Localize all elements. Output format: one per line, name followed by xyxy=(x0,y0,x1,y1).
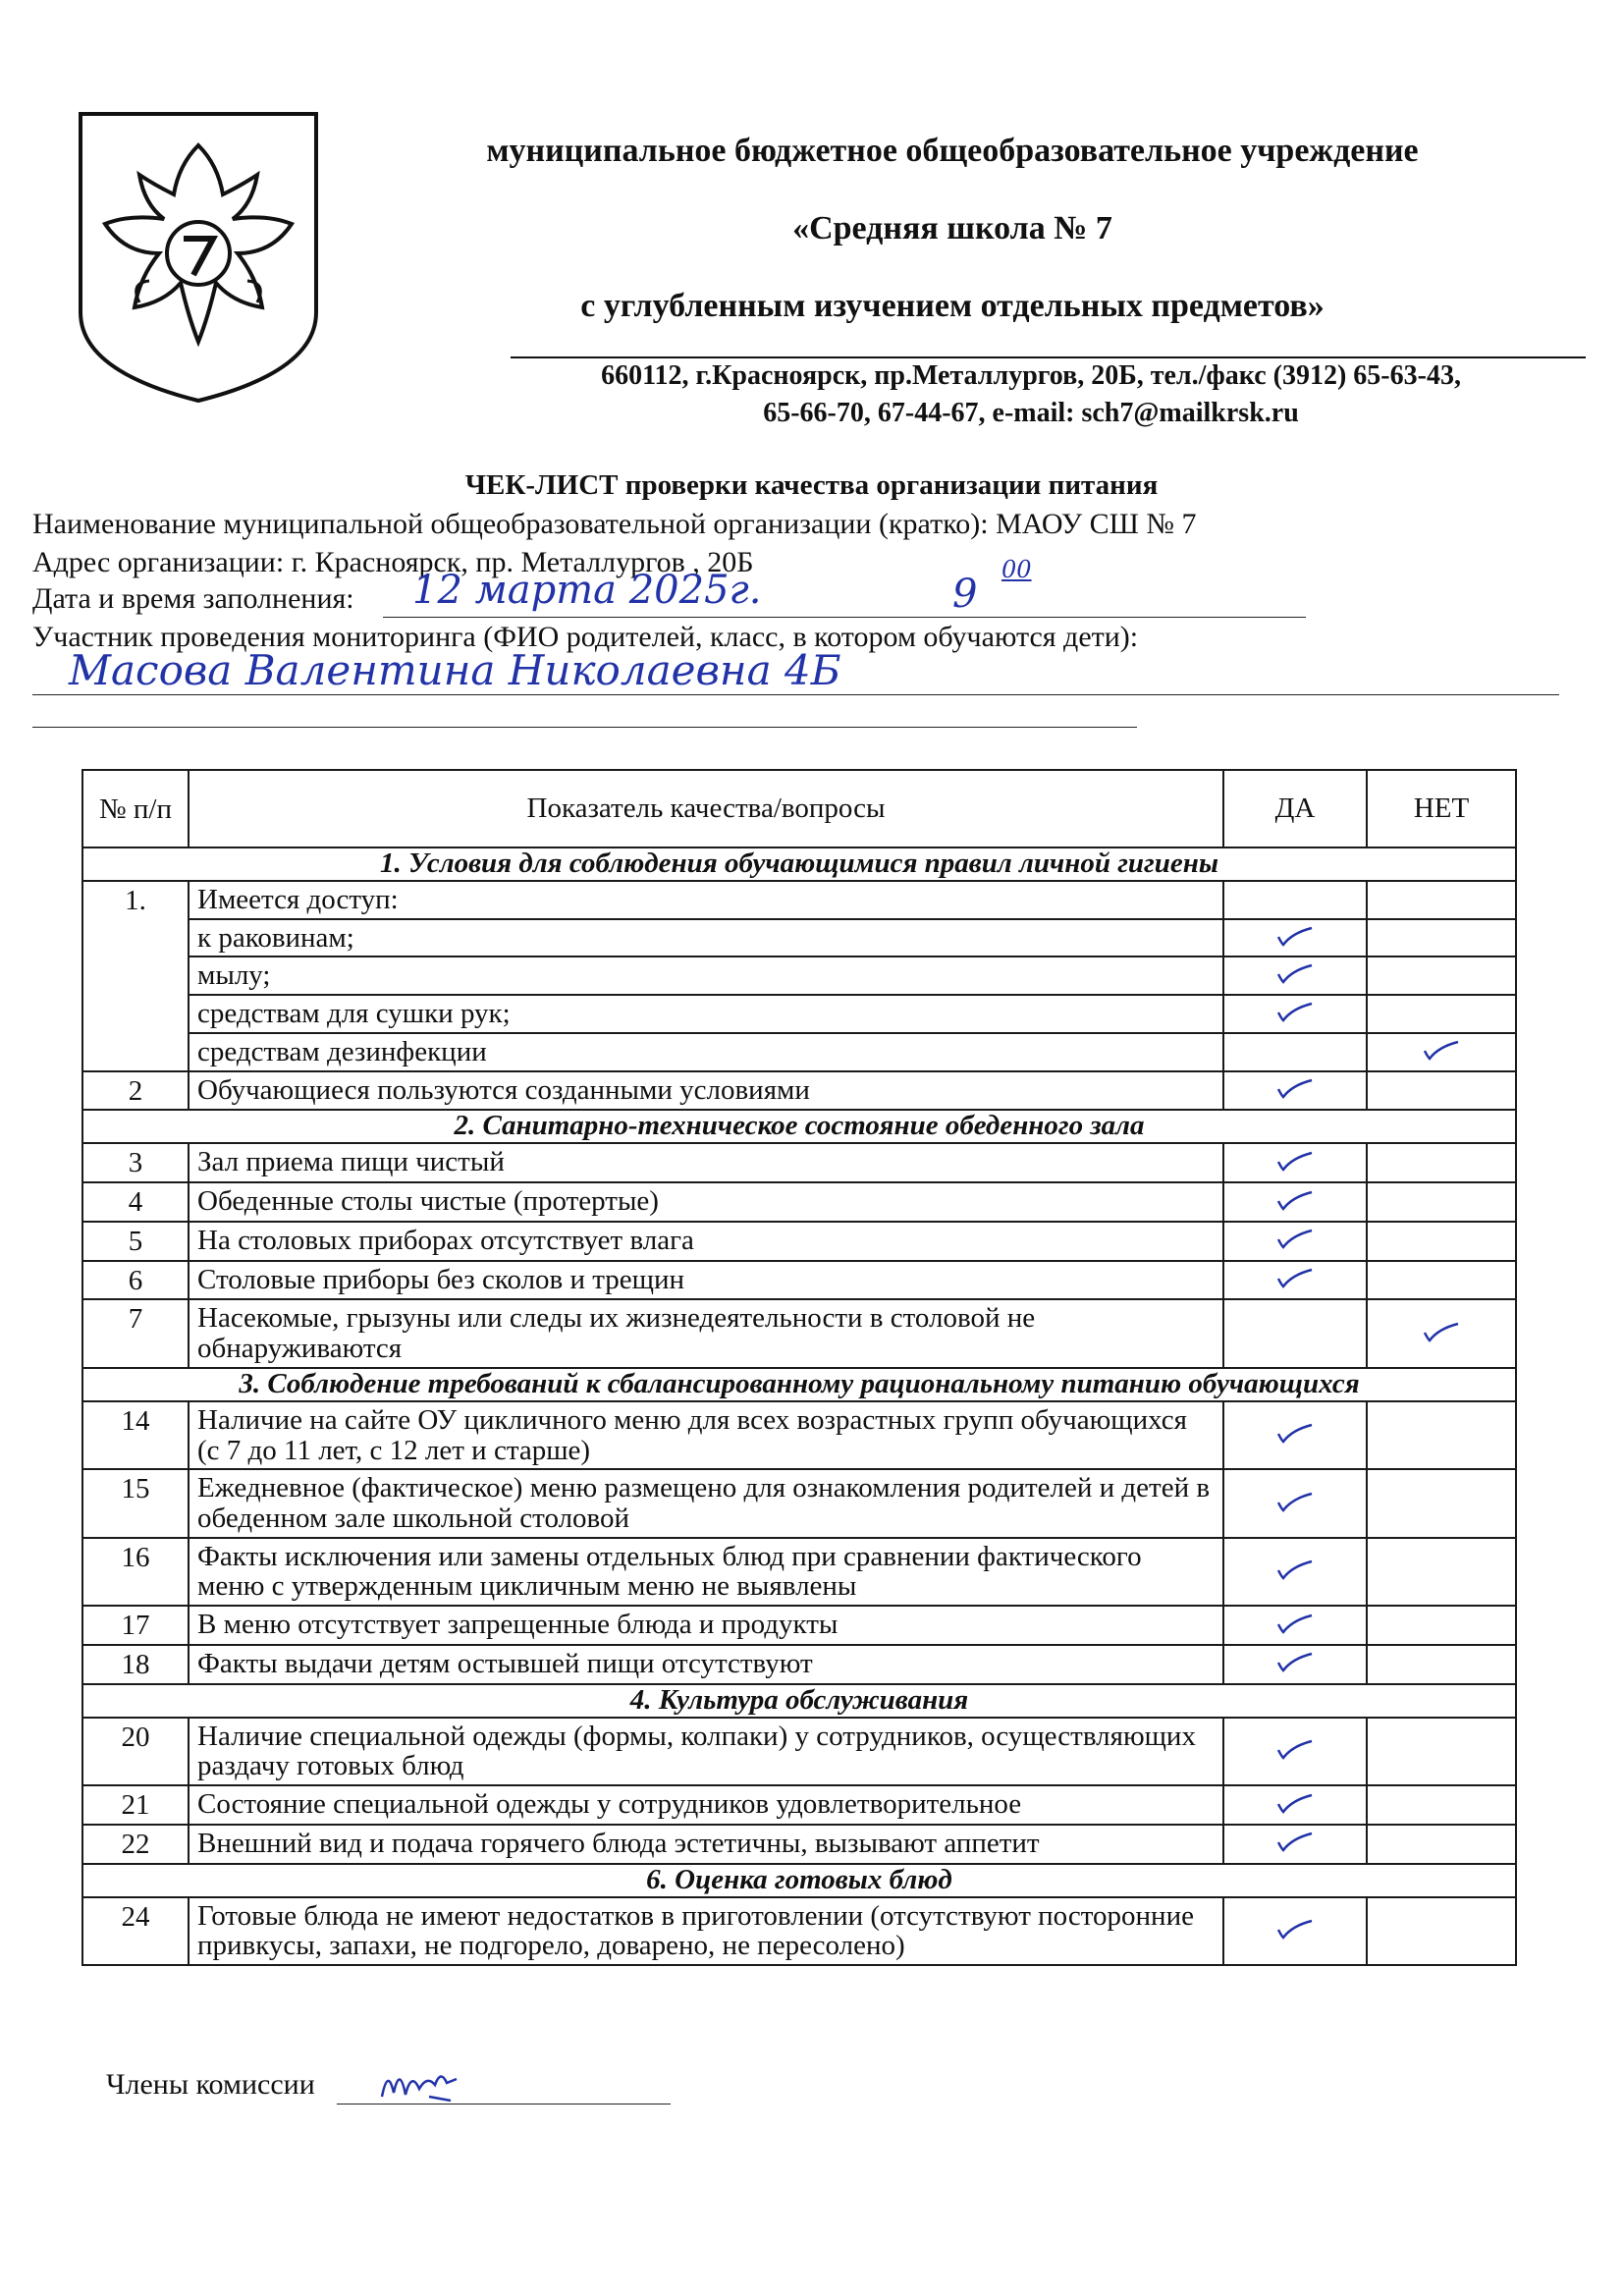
check-icon xyxy=(1272,1558,1318,1580)
table-row xyxy=(82,1645,1516,1684)
check-icon xyxy=(1272,1228,1318,1249)
row-question: средствам дезинфекции xyxy=(189,1033,1223,1071)
row-question: Готовые блюда не имеют недостатков в приготовлении (отсутствуют посторонние привкусы, запахи, не подгорело, доварено, не пересолено) xyxy=(189,1897,1223,1965)
signature-icon xyxy=(378,2057,466,2106)
datetime-label: Дата и время заполнения: xyxy=(32,582,354,615)
table-row xyxy=(82,1222,1516,1261)
row-number: 15 xyxy=(82,1469,189,1537)
section-6-title: 6. Оценка готовых блюд xyxy=(82,1864,1516,1897)
row-question: Факты выдачи детям остывшей пищи отсутствуют xyxy=(189,1645,1223,1684)
col-no-header: НЕТ xyxy=(1367,770,1516,847)
participant-underline-1 xyxy=(32,694,1559,695)
check-icon xyxy=(1272,1831,1318,1852)
check-icon xyxy=(1419,1039,1464,1061)
row-question: В меню отсутствует запрещенные блюда и продукты xyxy=(189,1606,1223,1645)
check-icon xyxy=(1272,1918,1318,1940)
row-number: 16 xyxy=(82,1538,189,1606)
row-question: Ежедневное (фактическое) меню размещено для ознакомления родителей и детей в обеденном зале школьной столовой xyxy=(189,1469,1223,1537)
check-icon xyxy=(1272,962,1318,984)
table-row xyxy=(82,1261,1516,1300)
row-question: Наличие на сайте ОУ цикличного меню для всех возрастных групп обучающихся (с 7 до 11 лет, с 12 лет и старше) xyxy=(189,1401,1223,1469)
check-icon xyxy=(1272,1613,1318,1634)
table-row xyxy=(82,1785,1516,1825)
check-icon xyxy=(1272,1651,1318,1672)
row-question: Факты исключения или замены отдельных блюд при сравнении фактического меню с утвержденным цикличным меню не выявлены xyxy=(189,1538,1223,1606)
org-address-field: Адрес организации: г. Красноярск, пр. Металлургов , 20Б xyxy=(32,546,754,578)
check-icon xyxy=(1272,1491,1318,1512)
table-row xyxy=(82,1033,1516,1071)
row-number: 5 xyxy=(82,1222,189,1261)
table-row xyxy=(82,1897,1516,1965)
check-icon xyxy=(1272,1422,1318,1444)
row-question: Обеденные столы чистые (протертые) xyxy=(189,1182,1223,1222)
datetime-handwritten: 12 марта 2025г. xyxy=(412,568,762,613)
col-yes-header: ДА xyxy=(1223,770,1367,847)
row-number: 3 xyxy=(82,1143,189,1182)
check-icon xyxy=(1272,1001,1318,1022)
section-2-title: 2. Санитарно-техническое состояние обеденного зала xyxy=(82,1110,1516,1143)
row-number: 6 xyxy=(82,1261,189,1300)
table-row xyxy=(82,1538,1516,1606)
document-title: ЧЕК-ЛИСТ проверки качества организации питания xyxy=(464,469,1159,501)
row-question: Насекомые, грызуны или следы их жизнедеятельности в столовой не обнаруживаются xyxy=(189,1299,1223,1367)
row-question: Наличие специальной одежды (формы, колпаки) у сотрудников, осуществляющих раздачу готовых блюд xyxy=(189,1718,1223,1785)
table-row xyxy=(82,919,1516,957)
row-question: к раковинам; xyxy=(189,919,1223,957)
check-icon xyxy=(1272,1077,1318,1099)
row-number: 2 xyxy=(82,1071,189,1111)
row-question: Имеется доступ: xyxy=(189,881,1223,919)
table-row xyxy=(82,1606,1516,1645)
table-row xyxy=(82,1469,1516,1537)
table-header-row xyxy=(82,770,1516,847)
datetime-underline xyxy=(383,617,1306,618)
check-icon xyxy=(1272,1189,1318,1211)
table-row xyxy=(82,1143,1516,1182)
row-number: 21 xyxy=(82,1785,189,1825)
row-question: Зал приема пищи чистый xyxy=(189,1143,1223,1182)
row-question: Столовые приборы без сколов и трещин xyxy=(189,1261,1223,1300)
row-number: 14 xyxy=(82,1401,189,1469)
row-question: Внешний вид и подача горячего блюда эстетичны, вызывают аппетит xyxy=(189,1825,1223,1864)
org-address-line2: 65-66-70, 67-44-67, e-mail: sch7@mailkrsk.ru xyxy=(763,398,1299,428)
row-number: 18 xyxy=(82,1645,189,1684)
row-question: средствам для сушки рук; xyxy=(189,995,1223,1033)
check-icon xyxy=(1419,1321,1464,1342)
row-number: 17 xyxy=(82,1606,189,1645)
org-type: муниципальное бюджетное общеобразовательное учреждение xyxy=(486,133,1419,169)
row-question: Состояние специальной одежды у сотрудников удовлетворительное xyxy=(189,1785,1223,1825)
org-name-field: Наименование муниципальной общеобразовательной организации (кратко): МАОУ СШ № 7 xyxy=(32,508,1197,540)
org-name: «Средняя школа № 7 xyxy=(792,210,1112,246)
commission-members-label: Члены комиссии xyxy=(106,2068,315,2101)
participant-label: Участник проведения мониторинга (ФИО родителей, класс, в котором обучаются дети): xyxy=(32,621,1139,653)
section-4-title: 4. Культура обслуживания xyxy=(82,1684,1516,1718)
row-question: На столовых приборах отсутствует влага xyxy=(189,1222,1223,1261)
section-3-title: 3. Соблюдение требований к сбалансированному рациональному питанию обучающихся xyxy=(82,1368,1516,1401)
table-row xyxy=(82,1182,1516,1222)
row-number: 22 xyxy=(82,1825,189,1864)
col-question-header: Показатель качества/вопросы xyxy=(189,770,1223,847)
org-subtitle: с углубленным изучением отдельных предметов» xyxy=(580,288,1325,324)
table-row xyxy=(82,1071,1516,1111)
table-row xyxy=(82,881,1516,919)
check-icon xyxy=(1272,1738,1318,1760)
row-number: 7 xyxy=(82,1299,189,1367)
check-icon xyxy=(1272,1792,1318,1814)
row-number: 20 xyxy=(82,1718,189,1785)
check-icon xyxy=(1272,1267,1318,1288)
table-row xyxy=(82,1401,1516,1469)
school-emblem-icon xyxy=(71,106,326,410)
time-minutes-handwritten: 00 xyxy=(1001,556,1032,583)
row-number: 4 xyxy=(82,1182,189,1222)
row-question: Обучающиеся пользуются созданными условиями xyxy=(189,1071,1223,1111)
header-divider xyxy=(511,356,1586,358)
time-handwritten: 9 xyxy=(952,572,978,617)
participant-handwritten: Масова Валентина Николаевна 4Б xyxy=(69,646,841,694)
table-row xyxy=(82,1718,1516,1785)
row-number: 24 xyxy=(82,1897,189,1965)
table-row xyxy=(82,957,1516,995)
check-icon xyxy=(1272,925,1318,947)
section-1-title: 1. Условия для соблюдения обучающимися правил личной гигиены xyxy=(82,847,1516,881)
checklist-table xyxy=(81,769,1517,1966)
org-address-line1: 660112, г.Красноярск, пр.Металлургов, 20Б, тел./факс (3912) 65-63-43, xyxy=(601,360,1461,391)
col-num-header: № п/п xyxy=(82,770,189,847)
row-number: 1. xyxy=(82,881,189,919)
check-icon xyxy=(1272,1150,1318,1172)
table-row xyxy=(82,995,1516,1033)
table-row xyxy=(82,1825,1516,1864)
table-row xyxy=(82,1299,1516,1367)
participant-underline-2 xyxy=(32,727,1137,728)
row-question: мылу; xyxy=(189,957,1223,995)
